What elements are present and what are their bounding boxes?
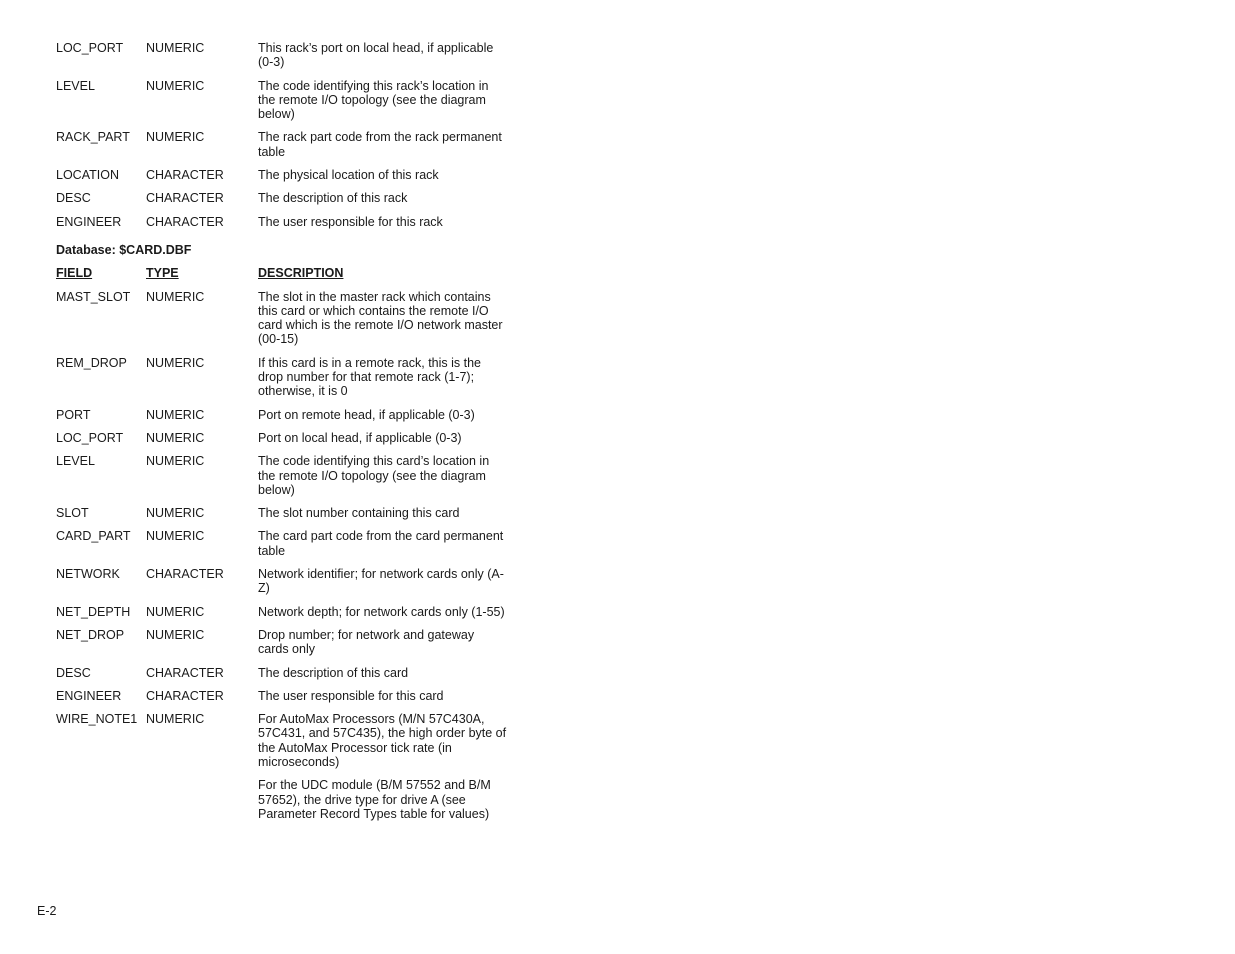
field-type: CHARACTER <box>146 567 224 582</box>
field-description: The user responsible for this card <box>258 688 444 703</box>
field-description: The description of this rack <box>258 191 408 206</box>
document-body <box>56 41 526 830</box>
field-type: NUMERIC <box>146 407 205 422</box>
field-type: CHARACTER <box>146 214 224 229</box>
table-row <box>56 689 526 703</box>
field-type: NUMERIC <box>146 78 205 93</box>
field-name: LOC_PORT <box>56 430 124 445</box>
field-description: Port on local head, if applicable (0-3) <box>258 430 462 445</box>
field-name: MAST_SLOT <box>56 289 131 304</box>
field-description: The slot number containing this card <box>258 506 460 521</box>
field-name: LEVEL <box>56 454 95 469</box>
table-header <box>56 266 526 280</box>
field-name: LOCATION <box>56 168 119 183</box>
table-row <box>56 130 526 159</box>
table-row <box>56 666 526 680</box>
field-description: Network identifier; for network cards only (A-Z) <box>258 567 504 596</box>
field-type: NUMERIC <box>146 627 205 642</box>
field-description-continuation: For the UDC module (B/M 57552 and B/M 57652), the drive type for drive A (see Parameter Record Types table for values) <box>258 778 491 821</box>
table-row <box>56 529 526 558</box>
field-description: The user responsible for this rack <box>258 214 443 229</box>
field-description: The card part code from the card permanent table <box>258 529 504 558</box>
table-row <box>56 506 526 520</box>
field-description: The code identifying this rack’s location in the remote I/O topology (see the diagram below) <box>258 78 489 122</box>
field-description: The description of this card <box>258 665 409 680</box>
field-type: NUMERIC <box>146 130 205 145</box>
field-name: ENGINEER <box>56 688 122 703</box>
header-field: FIELD <box>56 266 93 281</box>
table-row <box>56 215 526 229</box>
field-description: If this card is in a remote rack, this is the drop number for that remote rack (1-7); otherwise, it is 0 <box>258 355 481 399</box>
field-name: LEVEL <box>56 78 95 93</box>
field-type: CHARACTER <box>146 191 224 206</box>
table-row <box>56 191 526 205</box>
page-number: E-2 <box>37 904 57 918</box>
field-description: Drop number; for network and gateway cards only <box>258 627 475 657</box>
header-description: DESCRIPTION <box>258 266 344 281</box>
field-description: Port on remote head, if applicable (0-3) <box>258 407 475 422</box>
section-title: Database: $CARD.DBF <box>56 242 192 257</box>
field-description: The slot in the master rack which contains this card or which contains the remote I/O card which is the remote I/O network master (00-15) <box>258 289 503 347</box>
table-row <box>56 454 526 497</box>
field-name: ENGINEER <box>56 214 122 229</box>
field-type: NUMERIC <box>146 41 205 55</box>
table-row <box>56 567 526 596</box>
table-row <box>56 431 526 445</box>
field-type: NUMERIC <box>146 454 205 469</box>
field-name: DESC <box>56 665 91 680</box>
field-name: NET_DROP <box>56 627 125 642</box>
field-description: For AutoMax Processors (M/N 57C430A, 57C431, and 57C435), the high order byte of the AutoMax Processor tick rate (in microseconds) <box>258 712 507 769</box>
field-type: NUMERIC <box>146 289 205 304</box>
table-row <box>56 628 526 657</box>
field-type: NUMERIC <box>146 430 205 445</box>
table-row <box>56 605 526 619</box>
table-row <box>56 712 526 769</box>
header-type: TYPE <box>146 266 179 281</box>
field-name: REM_DROP <box>56 355 127 370</box>
table-row <box>56 168 526 182</box>
field-name: WIRE_NOTE1 <box>56 712 138 727</box>
table-row <box>56 290 526 347</box>
field-type: NUMERIC <box>146 506 205 521</box>
field-description: The physical location of this rack <box>258 168 439 183</box>
table-row <box>56 79 526 122</box>
table-row <box>56 408 526 422</box>
field-type: CHARACTER <box>146 688 224 703</box>
field-name: RACK_PART <box>56 130 130 145</box>
field-name: PORT <box>56 407 91 422</box>
table-row <box>56 41 526 70</box>
field-type: CHARACTER <box>146 168 224 183</box>
field-description: The rack part code from the rack permanent table <box>258 130 502 159</box>
field-name: DESC <box>56 191 91 206</box>
field-type: NUMERIC <box>146 355 205 370</box>
field-description: The code identifying this card’s location in the remote I/O topology (see the diagram below) <box>258 454 490 497</box>
field-type: NUMERIC <box>146 604 205 619</box>
field-description: Network depth; for network cards only (1-55) <box>258 604 505 619</box>
field-name: LOC_PORT <box>56 41 124 55</box>
field-name: NETWORK <box>56 567 120 582</box>
field-type: NUMERIC <box>146 529 205 544</box>
field-name: CARD_PART <box>56 529 131 544</box>
field-name: NET_DEPTH <box>56 604 131 619</box>
field-type: CHARACTER <box>146 665 224 680</box>
table-row <box>56 356 526 399</box>
field-description: This rack’s port on local head, if applicable (0-3) <box>258 41 494 70</box>
field-name: SLOT <box>56 506 89 521</box>
field-type: NUMERIC <box>146 712 205 727</box>
